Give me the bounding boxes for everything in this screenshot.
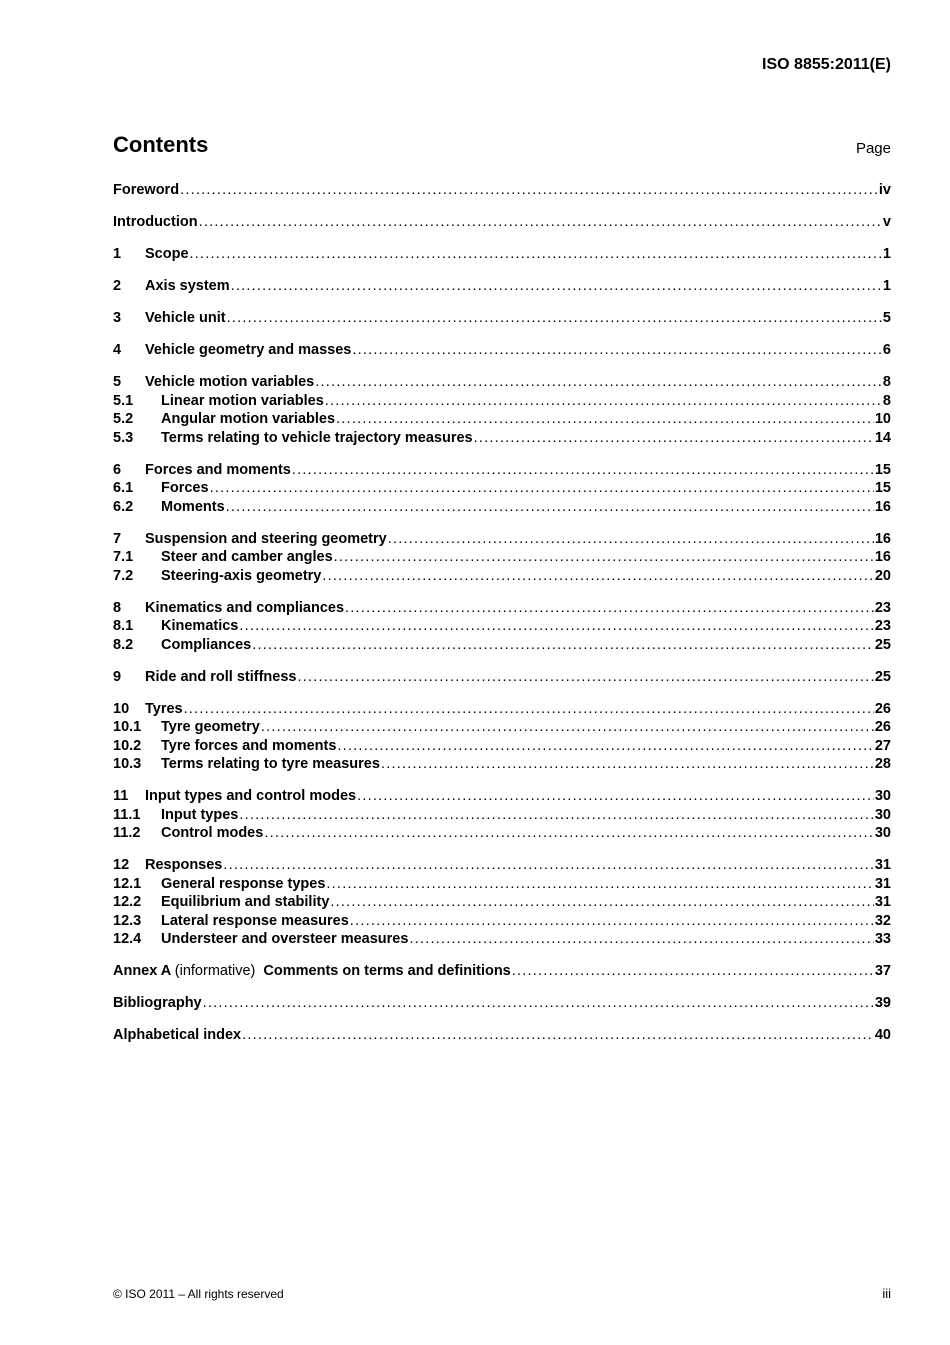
toc-entry-number: 5.2 (113, 411, 134, 427)
toc-entry[interactable] (113, 567, 891, 586)
toc-entry-number: 5 (113, 374, 122, 390)
toc-entry-title: Angular motion variables (161, 411, 336, 427)
toc-entry-title: General response types (161, 875, 326, 892)
toc-entry-number: 12 (113, 857, 130, 873)
toc-entry[interactable] (113, 309, 891, 328)
toc-entry-number: 11 (113, 788, 129, 804)
toc-entry[interactable] (113, 806, 891, 825)
toc-entry-page: 30 (874, 788, 891, 804)
toc-entry-number: 7.1 (113, 549, 134, 565)
toc-entry-number: 12.3 (113, 912, 142, 929)
copyright-notice: © ISO 2011 – All rights reserved (113, 1287, 284, 1301)
toc-entry[interactable] (113, 617, 891, 636)
dot-leader (252, 636, 874, 655)
toc-entry[interactable] (113, 1026, 891, 1045)
document-id: ISO 8855:2011(E) (762, 56, 891, 73)
toc-entry-title: Tyres (145, 700, 183, 717)
toc-entry-title: Input types and control modes (145, 788, 357, 804)
toc-entry-page: 23 (874, 618, 891, 634)
toc-group (113, 700, 891, 774)
toc-group (113, 1026, 891, 1045)
toc-entry-page: 8 (882, 392, 891, 409)
toc-entry-page: 30 (874, 806, 891, 823)
toc-entry-number: 7 (113, 530, 122, 547)
toc-entry-page: 14 (874, 429, 891, 446)
toc-entry-page: 25 (874, 636, 891, 653)
dot-leader (227, 309, 882, 328)
toc-entry-page: 27 (874, 737, 891, 754)
dot-leader (350, 912, 874, 931)
toc-entry-title: Axis system (145, 278, 230, 294)
toc-entry-number: 7.2 (113, 567, 134, 584)
toc-entry-page: iv (878, 182, 891, 198)
toc-entry[interactable] (113, 277, 891, 296)
toc-entry[interactable] (113, 856, 891, 875)
toc-entry[interactable] (113, 718, 891, 737)
toc-entry[interactable] (113, 341, 891, 360)
toc-entry[interactable] (113, 994, 891, 1013)
dot-leader (239, 617, 873, 636)
toc-entry-number: 4 (113, 342, 122, 358)
toc-entry[interactable] (113, 213, 891, 232)
toc-entry-page: 31 (874, 857, 891, 873)
toc-entry-number: 10 (113, 700, 130, 717)
toc-entry-title: Kinematics and compliances (145, 599, 345, 616)
toc-entry-title: Responses (145, 857, 223, 873)
toc-entry[interactable] (113, 824, 891, 843)
toc-group (113, 599, 891, 655)
toc-entry-title: Steering-axis geometry (161, 567, 322, 584)
toc-entry-page: 15 (874, 461, 891, 478)
toc-group (113, 341, 891, 360)
toc-entry-title: Introduction (113, 214, 198, 230)
toc-entry-number: 3 (113, 310, 122, 326)
toc-entry-title: Forces (161, 480, 209, 496)
toc-entry-page: 10 (874, 411, 891, 427)
toc-entry-title: Lateral response measures (161, 912, 349, 929)
toc-entry[interactable] (113, 479, 891, 498)
toc-group (113, 787, 891, 843)
toc-entry[interactable] (113, 498, 891, 517)
toc-entry-page: 1 (882, 246, 891, 262)
toc-entry[interactable] (113, 962, 891, 981)
toc-entry-title: Forces and moments (145, 461, 291, 478)
toc-entry-page: 28 (874, 756, 891, 772)
toc-entry-page: 16 (874, 498, 891, 515)
toc-entry-title: Scope (145, 246, 189, 262)
toc-entry-page: v (882, 214, 891, 230)
toc-group (113, 309, 891, 328)
dot-leader (203, 994, 874, 1013)
dot-leader (409, 930, 873, 949)
toc-entry-number: 6.1 (113, 480, 134, 496)
toc-group (113, 668, 891, 687)
toc-entry-title-part: Comments on terms and definitions (263, 963, 511, 979)
dot-leader (381, 755, 874, 774)
toc-entry-title: Alphabetical index (113, 1027, 242, 1043)
toc-group (113, 461, 891, 517)
dot-leader (292, 461, 874, 480)
toc-entry-number: 12.4 (113, 931, 142, 947)
toc-entry-title: Foreword (113, 182, 180, 198)
dot-leader (322, 567, 873, 586)
toc-entry-page: 31 (874, 875, 891, 892)
toc-entry[interactable] (113, 636, 891, 655)
toc-entry[interactable] (113, 668, 891, 687)
toc-entry-page: 6 (882, 342, 891, 358)
toc-group (113, 245, 891, 264)
toc-entry-page: 26 (874, 719, 891, 735)
toc-entry-page: 32 (874, 912, 891, 929)
toc-entry-number: 6.2 (113, 498, 134, 515)
toc-entry-number: 12.2 (113, 894, 142, 910)
toc-entry-title-part: Annex A (113, 963, 171, 979)
toc-entry-page: 37 (874, 963, 891, 979)
dot-leader (184, 700, 874, 719)
toc-entry-page: 16 (874, 530, 891, 547)
toc-entry-title: Equilibrium and stability (161, 894, 330, 910)
toc-entry-number: 11.2 (113, 825, 141, 841)
toc-entry-title: Control modes (161, 825, 264, 841)
toc-entry[interactable] (113, 875, 891, 894)
toc-entry-number: 8.2 (113, 636, 134, 653)
contents-heading: Contents (113, 132, 209, 157)
dot-leader (334, 548, 874, 567)
toc-entry[interactable] (113, 245, 891, 264)
toc-entry-number: 8 (113, 599, 122, 616)
toc-entry-page: 23 (874, 599, 891, 616)
toc-entry-page: 16 (874, 549, 891, 565)
dot-leader (326, 875, 873, 894)
toc-entry[interactable] (113, 429, 891, 448)
dot-leader (336, 410, 874, 429)
dot-leader (199, 213, 882, 232)
toc-entry-note: (informative) (174, 963, 256, 979)
toc-entry-title: Terms relating to tyre measures (161, 756, 380, 772)
toc-entry-title: Tyre geometry (161, 719, 260, 735)
toc-entry-title: Understeer and oversteer measures (161, 931, 409, 947)
toc-entry-title: Ride and roll stiffness (145, 668, 297, 685)
toc-entry-title: Linear motion variables (161, 392, 324, 409)
toc-entry-title: Bibliography (113, 995, 202, 1011)
toc-entry-title: Vehicle geometry and masses (145, 342, 352, 358)
dot-leader (264, 824, 874, 843)
toc-entry-title: Tyre forces and moments (161, 737, 337, 754)
toc-entry-title: Steer and camber angles (161, 549, 333, 565)
dot-leader (325, 392, 882, 411)
toc-entry-number: 5.1 (113, 392, 134, 409)
toc-entry[interactable] (113, 737, 891, 756)
toc-entry-number: 12.1 (113, 875, 142, 892)
dot-leader (474, 429, 874, 448)
dot-leader (388, 530, 874, 549)
toc-entry-title (113, 962, 511, 981)
toc-entry-page: 20 (874, 567, 891, 584)
dot-leader (315, 373, 882, 392)
toc-entry-page: 25 (874, 668, 891, 685)
toc-entry[interactable] (113, 599, 891, 618)
dot-leader (345, 599, 874, 618)
toc-entry-number: 9 (113, 668, 122, 685)
toc-entry-title: Input types (161, 806, 239, 823)
toc-group (113, 962, 891, 981)
toc-entry-number: 2 (113, 278, 122, 294)
dot-leader (242, 1026, 874, 1045)
toc-entry-number: 8.1 (113, 618, 134, 634)
toc-entry[interactable] (113, 787, 891, 806)
toc-entry-title: Suspension and steering geometry (145, 530, 387, 547)
toc-entry-page: 31 (874, 894, 891, 910)
toc-entry-title: Terms relating to vehicle trajectory measures (161, 429, 473, 446)
dot-leader (180, 181, 878, 200)
toc-entry-title: Vehicle motion variables (145, 374, 315, 390)
toc-group (113, 213, 891, 232)
toc-entry[interactable] (113, 392, 891, 411)
dot-leader (226, 498, 874, 517)
toc-group (113, 277, 891, 296)
toc-entry-page: 5 (882, 310, 891, 326)
toc-group (113, 373, 891, 447)
toc-entry-title: Moments (161, 498, 225, 515)
dot-leader (239, 806, 874, 825)
toc-entry[interactable] (113, 530, 891, 549)
toc-entry[interactable] (113, 373, 891, 392)
toc-entry[interactable] (113, 930, 891, 949)
toc-entry-page: 26 (874, 700, 891, 717)
toc-entry[interactable] (113, 461, 891, 480)
dot-leader (210, 479, 874, 498)
dot-leader (330, 893, 873, 912)
toc-group (113, 994, 891, 1013)
toc-entry-title: Kinematics (161, 618, 239, 634)
toc-entry-number: 5.3 (113, 429, 134, 446)
toc-entry-number: 10.1 (113, 719, 142, 735)
toc-group (113, 530, 891, 586)
toc-entry-number: 10.3 (113, 756, 142, 772)
dot-leader (223, 856, 873, 875)
toc-entry-page: 33 (874, 931, 891, 947)
dot-leader (357, 787, 874, 806)
toc-entry[interactable] (113, 181, 891, 200)
page-number: iii (882, 1286, 891, 1301)
toc-group (113, 856, 891, 949)
toc-entry[interactable] (113, 755, 891, 774)
toc-entry-page: 39 (874, 995, 891, 1011)
toc-entry-number: 1 (113, 246, 122, 262)
toc-entry-page: 15 (874, 480, 891, 496)
toc-entry-title: Compliances (161, 636, 252, 653)
dot-leader (297, 668, 873, 687)
toc-group (113, 181, 891, 200)
toc-entry[interactable] (113, 410, 891, 429)
page-column-label: Page (855, 140, 891, 157)
toc-entry-page: 40 (874, 1027, 891, 1043)
dot-leader (512, 962, 874, 981)
dot-leader (261, 718, 874, 737)
toc-entry[interactable] (113, 893, 891, 912)
toc-entry-number: 11.1 (113, 806, 141, 823)
toc-entry-page: 1 (882, 278, 891, 294)
toc-entry[interactable] (113, 912, 891, 931)
toc-entry-title: Vehicle unit (145, 310, 226, 326)
toc-entry-page: 8 (882, 374, 891, 390)
dot-leader (231, 277, 882, 296)
toc-entry[interactable] (113, 548, 891, 567)
toc-entry[interactable] (113, 700, 891, 719)
dot-leader (190, 245, 882, 264)
toc-entry-page: 30 (874, 825, 891, 841)
toc-entry-number: 10.2 (113, 737, 142, 754)
dot-leader (337, 737, 873, 756)
toc-entry-number: 6 (113, 461, 122, 478)
dot-leader (352, 341, 882, 360)
table-of-contents (113, 181, 891, 1058)
